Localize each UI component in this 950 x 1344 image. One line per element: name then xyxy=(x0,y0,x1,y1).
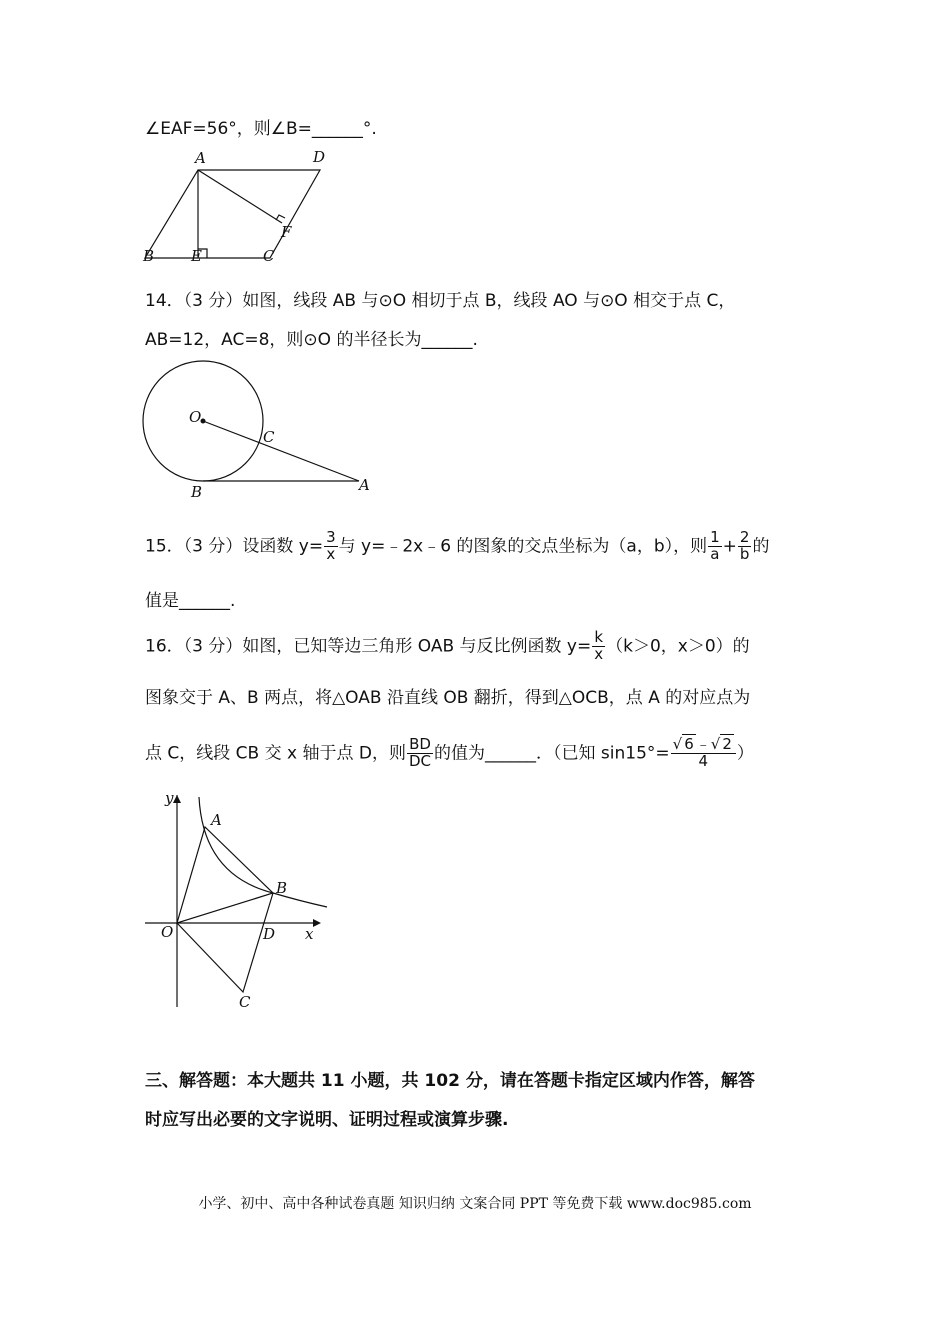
label-C: C xyxy=(239,993,251,1011)
label-x: x xyxy=(305,925,314,943)
label-O: O xyxy=(161,923,174,941)
label-D: D xyxy=(313,148,326,166)
fraction-sin15: $\frac{√ 6 ﹣√ 2}{4}$ xyxy=(671,737,736,770)
q14-line1: 14．（3 分）如图，线段 AB 与⊙O 相切于点 B，线段 AO 与⊙O 相交于点 C， xyxy=(145,291,736,311)
label-E: E xyxy=(191,247,202,265)
label-A: A xyxy=(195,149,206,167)
fraction-1-over-a: $\frac{1}{a}$ xyxy=(710,528,720,563)
fraction-2-over-b: $\frac{2}{b}$ xyxy=(739,528,750,563)
figure-circle-tangent xyxy=(135,355,385,505)
label-B: B xyxy=(276,879,288,897)
label-B: B xyxy=(191,483,203,501)
q16-line2: 图象交于 A、B 两点，将△OAB 沿直线 OB 翻折，得到△OCB，点 A 的对应点为 xyxy=(145,688,751,708)
q16-line3: 点 C，线段 CB 交 x 轴于点 D，则 $\frac{BD}{DC}$ 的值为______．（已知 sin15°= $\frac{√ 6 ﹣√ 2}{4}$ ） xyxy=(145,735,754,770)
label-C: C xyxy=(263,428,275,446)
label-y: y xyxy=(165,789,174,807)
section-three-line1: 三、解答题：本大题共 11 小题，共 102 分，请在答题卡指定区域内作答，解答 xyxy=(145,1071,755,1091)
fraction-k-over-x: $\frac{k}{x}$ xyxy=(594,628,604,663)
q16-line1: 16．（3 分）如图，已知等边三角形 OAB 与反比例函数 y= $\frac{k}{x}$ （k＞0，x＞0）的 xyxy=(145,628,750,663)
label-D: D xyxy=(263,925,276,943)
q15-line1: 15．（3 分）设函数 y= $\frac{3}{x}$ 与 y=﹣2x﹣6 的图象的交点坐标为（a，b），则 $\frac{1}{a}$ + $\frac{2}{b}$ 的 xyxy=(145,528,770,563)
figure-parallelogram xyxy=(135,145,335,270)
q13-tail: ∠EAF=56°，则∠B=______°. xyxy=(145,119,377,139)
figure-coordinate-triangle xyxy=(135,785,335,1015)
label-C: C xyxy=(263,247,275,265)
label-B: B xyxy=(143,247,155,265)
section-three-line2: 时应写出必要的文字说明、证明过程或演算步骤. xyxy=(145,1110,509,1130)
label-A: A xyxy=(359,476,370,494)
label-F: F xyxy=(281,223,292,241)
q15-line2: 值是______. xyxy=(145,591,236,611)
fraction-bd-over-dc: $\frac{BD}{DC}$ xyxy=(408,735,432,770)
label-A: A xyxy=(211,811,222,829)
label-O: O xyxy=(189,408,202,426)
q14-line2: AB=12，AC=8，则⊙O 的半径长为______. xyxy=(145,330,478,350)
page-footer: 小学、初中、高中各种试卷真题 知识归纳 文案合同 PPT 等免费下载 www.doc985.com xyxy=(198,1196,752,1212)
fraction-3-over-x: $\frac{3}{x}$ xyxy=(326,528,336,563)
